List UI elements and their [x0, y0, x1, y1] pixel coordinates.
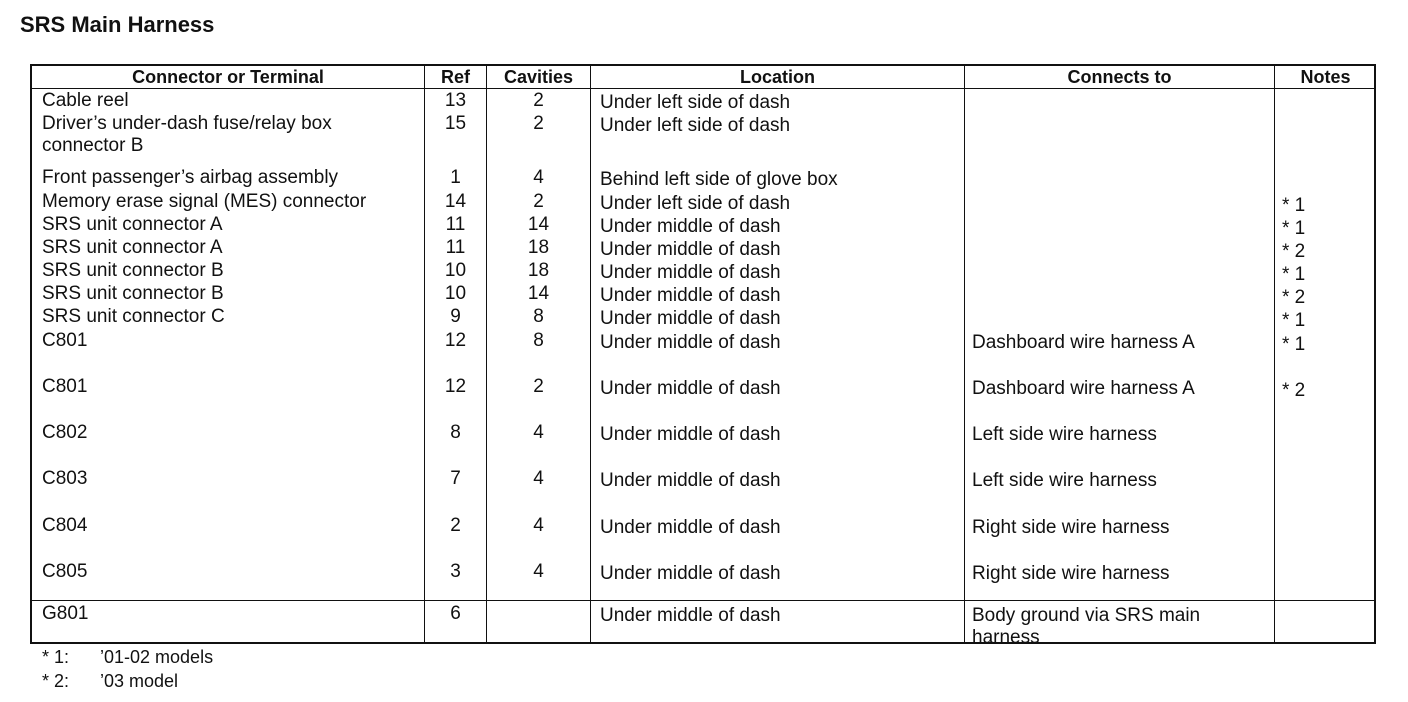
column-divider [424, 66, 425, 642]
header-ref: Ref [440, 67, 470, 87]
cell-connects: Dashboard wire harness A [972, 332, 1195, 353]
header-cavities: Cavities [503, 67, 574, 87]
cell-cavities: 4 [533, 515, 544, 536]
column-divider [964, 66, 965, 642]
cell-ref: 2 [450, 515, 461, 536]
cell-location: Under middle of dash [600, 285, 781, 306]
footnote-mark: * 1: [42, 647, 70, 667]
row-divider [32, 600, 1374, 601]
cell-note: * 1 [1282, 334, 1306, 355]
cell-ref: 8 [450, 422, 461, 443]
cell-connector: Memory erase signal (MES) connector [42, 191, 367, 212]
cell-connector: SRS unit connector B [42, 260, 224, 281]
cell-connector-line2: connector B [42, 135, 144, 156]
footnote-text: ’01-02 models [100, 647, 214, 667]
cell-location: Under middle of dash [600, 332, 781, 353]
cell-cavities: 8 [533, 306, 544, 327]
cell-location: Under left side of dash [600, 92, 791, 113]
cell-ref: 3 [450, 561, 461, 582]
cell-connects: Left side wire harness [972, 470, 1157, 491]
cell-location: Under middle of dash [600, 262, 781, 283]
cell-connects: Right side wire harness [972, 517, 1170, 538]
column-divider [590, 66, 591, 642]
cell-note: * 2 [1282, 241, 1306, 262]
cell-ref: 1 [450, 167, 461, 188]
page-title: SRS Main Harness [20, 12, 215, 37]
cell-cavities: 4 [533, 167, 544, 188]
cell-connects: Body ground via SRS main [972, 605, 1201, 626]
cell-note: * 1 [1282, 264, 1306, 285]
cell-ref: 13 [444, 90, 467, 111]
cell-cavities: 2 [533, 191, 544, 212]
column-divider [1274, 66, 1275, 642]
cell-connects: Dashboard wire harness A [972, 378, 1195, 399]
cell-ref: 12 [444, 330, 467, 351]
cell-connects-line2: harness [972, 627, 1040, 648]
cell-location: Under middle of dash [600, 378, 781, 399]
cell-ref: 14 [444, 191, 467, 212]
cell-ref: 12 [444, 376, 467, 397]
cell-cavities: 8 [533, 330, 544, 351]
cell-connector: SRS unit connector C [42, 306, 225, 327]
cell-connector: SRS unit connector A [42, 214, 223, 235]
cell-location: Under middle of dash [600, 517, 781, 538]
cell-cavities: 18 [527, 260, 550, 281]
cell-note: * 1 [1282, 310, 1306, 331]
cell-cavities: 2 [533, 90, 544, 111]
header-connects-to: Connects to [1067, 67, 1172, 87]
cell-connector: G801 [42, 603, 89, 624]
cell-connects: Right side wire harness [972, 563, 1170, 584]
cell-connector: C802 [42, 422, 88, 443]
cell-connector: C804 [42, 515, 88, 536]
cell-cavities: 18 [527, 237, 550, 258]
column-divider [486, 66, 487, 642]
cell-connector: C801 [42, 376, 88, 397]
cell-ref: 10 [444, 260, 467, 281]
cell-connector: Cable reel [42, 90, 129, 111]
cell-cavities: 2 [533, 113, 544, 134]
cell-cavities: 4 [533, 561, 544, 582]
cell-location: Under middle of dash [600, 563, 781, 584]
cell-cavities: 4 [533, 468, 544, 489]
cell-ref: 11 [445, 214, 466, 235]
cell-connects: Left side wire harness [972, 424, 1157, 445]
cell-location: Under middle of dash [600, 308, 781, 329]
cell-location: Under middle of dash [600, 605, 781, 626]
cell-location: Under middle of dash [600, 424, 781, 445]
header-divider [32, 88, 1374, 89]
cell-connector: C801 [42, 330, 88, 351]
cell-ref: 7 [450, 468, 461, 489]
cell-ref: 9 [450, 306, 461, 327]
cell-connector: C803 [42, 468, 88, 489]
cell-ref: 10 [444, 283, 467, 304]
cell-location: Under left side of dash [600, 115, 791, 136]
cell-connector: SRS unit connector A [42, 237, 223, 258]
cell-note: * 1 [1282, 218, 1306, 239]
cell-connector: C805 [42, 561, 88, 582]
cell-cavities: 4 [533, 422, 544, 443]
cell-location: Under middle of dash [600, 239, 781, 260]
footnote-text: ’03 model [100, 671, 179, 691]
cell-cavities: 14 [527, 283, 550, 304]
cell-note: * 1 [1282, 195, 1306, 216]
cell-note: * 2 [1282, 287, 1306, 308]
cell-cavities: 14 [527, 214, 550, 235]
cell-location: Under left side of dash [600, 193, 791, 214]
harness-table [30, 64, 1376, 648]
cell-cavities: 2 [533, 376, 544, 397]
cell-ref: 15 [444, 113, 467, 134]
cell-ref: 6 [450, 603, 461, 624]
header-location: Location [740, 67, 815, 87]
header-connector: Connector or Terminal [132, 67, 324, 87]
cell-note: * 2 [1282, 380, 1306, 401]
cell-connector: Front passenger’s airbag assembly [42, 167, 339, 188]
cell-ref: 11 [445, 237, 466, 258]
footnote-mark: * 2: [42, 671, 70, 691]
cell-connector: Driver’s under-dash fuse/relay box [42, 113, 332, 134]
cell-location: Behind left side of glove box [600, 169, 838, 190]
cell-location: Under middle of dash [600, 470, 781, 491]
cell-location: Under middle of dash [600, 216, 781, 237]
cell-connector: SRS unit connector B [42, 283, 224, 304]
header-notes: Notes [1300, 67, 1351, 87]
